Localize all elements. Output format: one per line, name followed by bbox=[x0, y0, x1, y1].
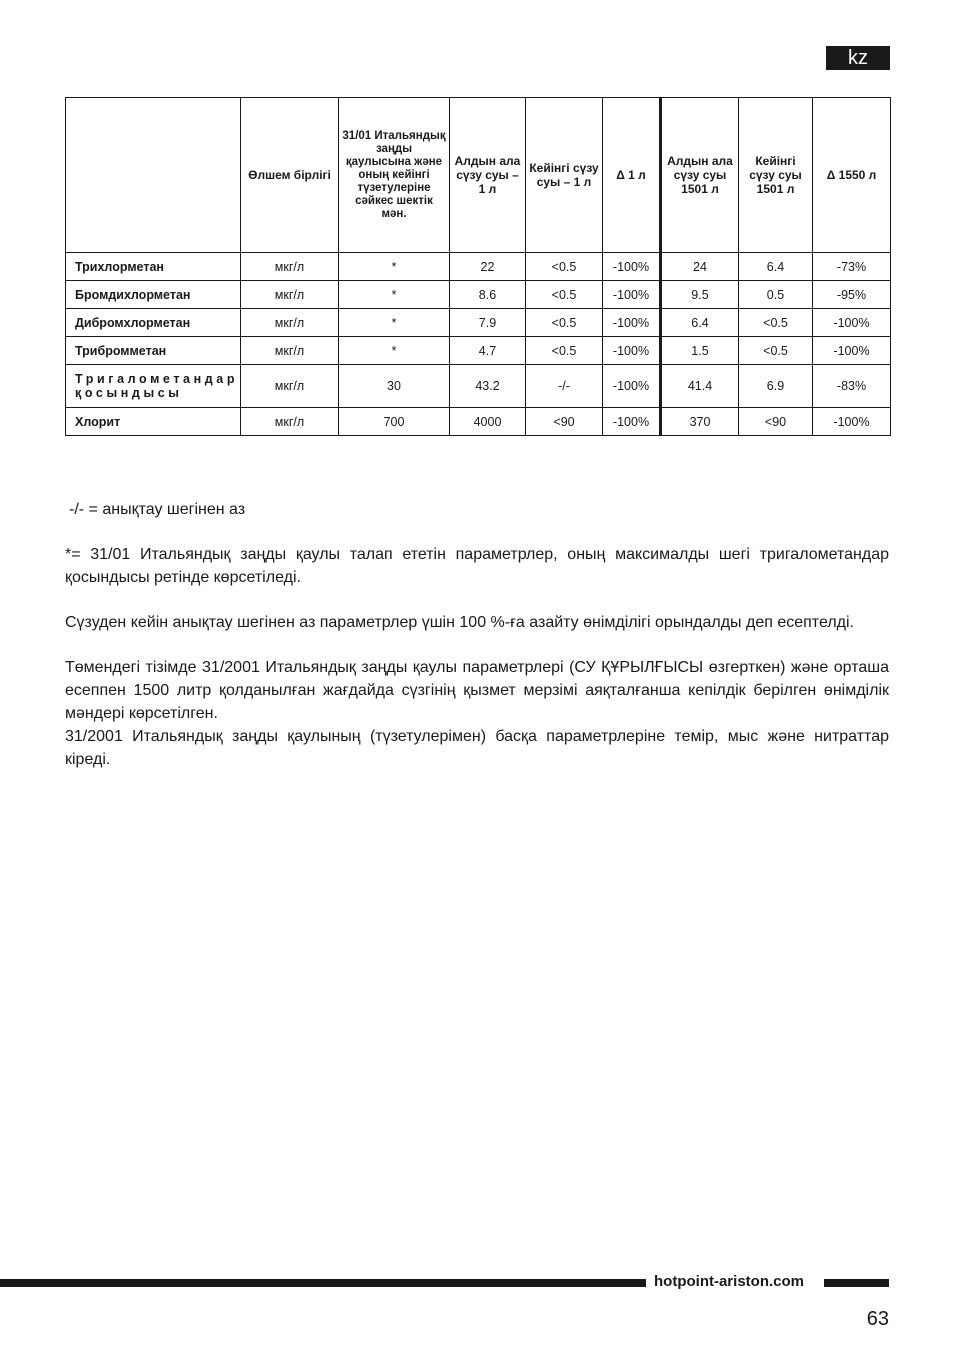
column-header-delta-1550l: Δ 1550 л bbox=[813, 98, 891, 253]
table-row bbox=[66, 253, 891, 281]
note-asterisk: *= 31/01 Итальяндық заңды қаулы талап ететін параметрлер, оның максималды шегі тригалометандар қосындысы ретінде көрсетіледі. bbox=[65, 546, 889, 586]
table-cell: -100% bbox=[603, 365, 661, 408]
table-cell: 24 bbox=[661, 253, 739, 281]
note-detection-limit: -/- = анықтау шегінен аз bbox=[69, 501, 246, 518]
table-cell: -100% bbox=[603, 337, 661, 365]
column-header-pre-1l: Алдын ала сүзу суы – 1 л bbox=[450, 98, 526, 253]
table-cell: мкг/л bbox=[241, 309, 339, 337]
column-header-parameter bbox=[66, 98, 241, 253]
column-header-limit: 31/01 Итальяндық заңды қаулысына және оның кейінгі түзетулеріне сәйкес шектік мән. bbox=[339, 98, 450, 253]
table-cell: <0.5 bbox=[526, 253, 603, 281]
parameter-name: Трихлорметан bbox=[66, 253, 241, 281]
table-cell: 22 bbox=[450, 253, 526, 281]
table-cell: мкг/л bbox=[241, 253, 339, 281]
table-cell: 370 bbox=[661, 408, 739, 436]
table-cell: -100% bbox=[813, 309, 891, 337]
table-cell: -100% bbox=[603, 253, 661, 281]
table-row bbox=[66, 365, 891, 408]
parameter-name: Хлорит bbox=[66, 408, 241, 436]
table-cell: 30 bbox=[339, 365, 450, 408]
table-cell: * bbox=[339, 253, 450, 281]
table-cell: -83% bbox=[813, 365, 891, 408]
table-cell: 8.6 bbox=[450, 281, 526, 309]
notes-section bbox=[65, 498, 889, 771]
table-cell: -100% bbox=[603, 408, 661, 436]
column-header-post-1l: Кейінгі сүзу суы – 1 л bbox=[526, 98, 603, 253]
table-cell: <0.5 bbox=[739, 337, 813, 365]
parameter-name: Трибромметан bbox=[66, 337, 241, 365]
table-header-row bbox=[66, 98, 891, 253]
table-cell: 4000 bbox=[450, 408, 526, 436]
table-row bbox=[66, 281, 891, 309]
table-cell: мкг/л bbox=[241, 365, 339, 408]
table-cell: мкг/л bbox=[241, 281, 339, 309]
table-cell: * bbox=[339, 281, 450, 309]
table-cell: 6.4 bbox=[739, 253, 813, 281]
table-cell: <0.5 bbox=[526, 281, 603, 309]
table-cell: -100% bbox=[603, 309, 661, 337]
table-cell: <0.5 bbox=[526, 337, 603, 365]
table-cell: 700 bbox=[339, 408, 450, 436]
table-cell: 0.5 bbox=[739, 281, 813, 309]
table-row bbox=[66, 408, 891, 436]
table-cell: 4.7 bbox=[450, 337, 526, 365]
table-cell: * bbox=[339, 309, 450, 337]
footer-website: hotpoint-ariston.com bbox=[654, 1273, 804, 1290]
table-cell: * bbox=[339, 337, 450, 365]
footer-rule-right bbox=[824, 1279, 889, 1287]
parameter-name: Бромдихлорметан bbox=[66, 281, 241, 309]
table-cell: -95% bbox=[813, 281, 891, 309]
table-cell: -73% bbox=[813, 253, 891, 281]
table-cell: -100% bbox=[603, 281, 661, 309]
table-cell: <90 bbox=[739, 408, 813, 436]
table-cell: 43.2 bbox=[450, 365, 526, 408]
table-cell: -100% bbox=[813, 337, 891, 365]
table-cell: 6.9 bbox=[739, 365, 813, 408]
column-header-pre-1501l: Алдын ала сүзу суы 1501 л bbox=[661, 98, 739, 253]
table-cell: -100% bbox=[813, 408, 891, 436]
table-row bbox=[66, 337, 891, 365]
footer-rule-left bbox=[0, 1279, 646, 1287]
language-badge: kz bbox=[826, 46, 890, 70]
table-cell: 7.9 bbox=[450, 309, 526, 337]
parameter-name: Тригалометандар қосындысы bbox=[66, 365, 241, 408]
table-cell: -/- bbox=[526, 365, 603, 408]
column-header-delta-1l: Δ 1 л bbox=[603, 98, 661, 253]
note-other-parameters: 31/2001 Итальяндық заңды қаулының (түзетулерімен) басқа параметрлеріне темір, мыс және нитраттар кіреді. bbox=[65, 728, 889, 768]
table-cell: мкг/л bbox=[241, 337, 339, 365]
table-cell: 9.5 bbox=[661, 281, 739, 309]
table-cell: 1.5 bbox=[661, 337, 739, 365]
table-cell: 41.4 bbox=[661, 365, 739, 408]
note-reduction: Сүзуден кейін анықтау шегінен аз параметрлер үшін 100 %-ға азайту өнімділігі орындалды деп есептелді. bbox=[65, 614, 854, 631]
column-header-post-1501l: Кейінгі сүзу суы 1501 л bbox=[739, 98, 813, 253]
water-quality-table bbox=[65, 97, 891, 436]
page-number: 63 bbox=[866, 1308, 889, 1330]
column-header-unit: Өлшем бірлігі bbox=[241, 98, 339, 253]
note-performance: Төмендегі тізімде 31/2001 Итальяндық заңды қаулы параметрлері (СУ ҚҰРЫЛҒЫСЫ өзгерткен) және орташа есеппен 1500 литр қолданылған жағдайда сүзгінің қызмет мерзімі аяқталғанша кепілдік берілген өнімділік мәндері көрсетілген. bbox=[65, 659, 889, 722]
table-cell: <0.5 bbox=[526, 309, 603, 337]
table-cell: <0.5 bbox=[739, 309, 813, 337]
table-cell: 6.4 bbox=[661, 309, 739, 337]
parameter-name: Дибромхлорметан bbox=[66, 309, 241, 337]
table-cell: <90 bbox=[526, 408, 603, 436]
table-cell: мкг/л bbox=[241, 408, 339, 436]
table-row bbox=[66, 309, 891, 337]
